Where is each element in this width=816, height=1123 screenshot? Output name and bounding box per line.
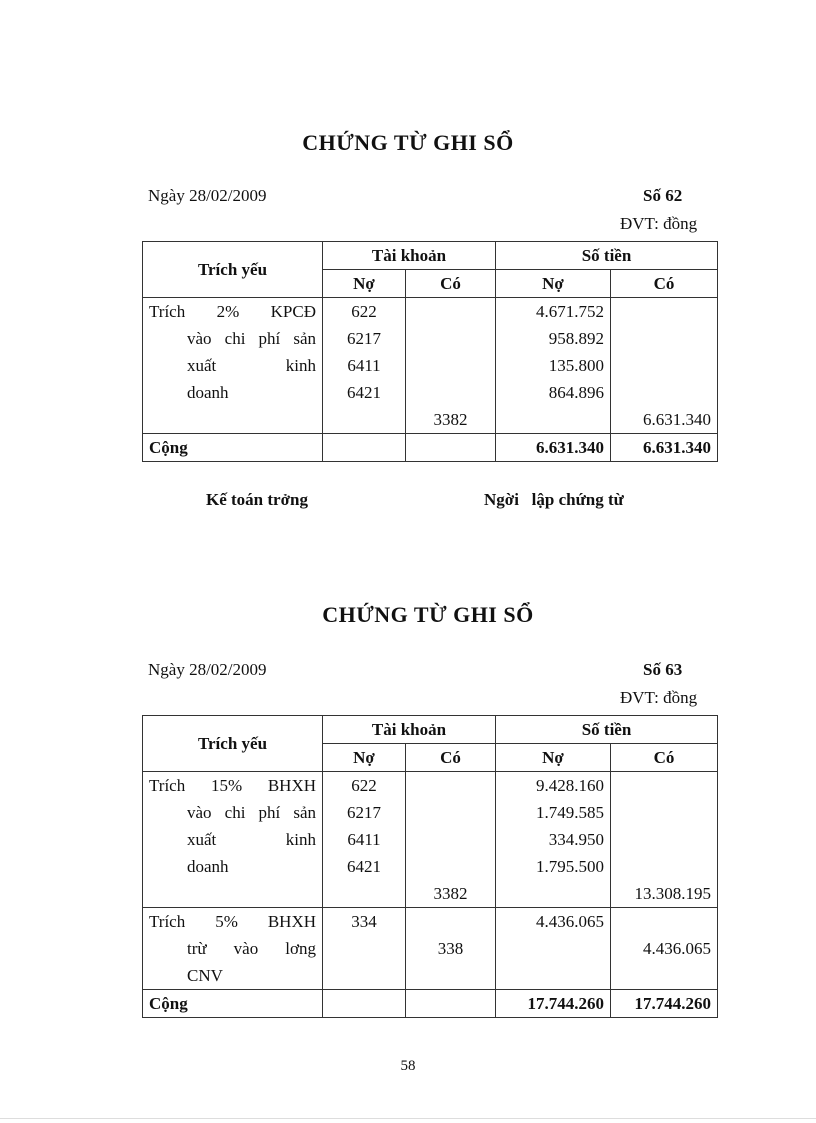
table-row <box>143 298 718 326</box>
row-acc-debit <box>323 880 406 908</box>
row-desc: xuất kinh <box>143 352 323 379</box>
row-acc-credit: 338 <box>406 935 496 962</box>
page-number: 58 <box>400 1058 416 1074</box>
header-amount-debit: Nợ <box>496 744 611 772</box>
row-desc <box>143 880 323 908</box>
row-desc: vào chi phí sản <box>143 325 323 352</box>
row-acc-credit <box>406 853 496 880</box>
table-row <box>143 352 718 379</box>
voucher-2-unit: ĐVT: đồng <box>620 688 698 707</box>
row-amt-credit <box>611 352 718 379</box>
row-amt-debit <box>496 880 611 908</box>
row-acc-credit <box>406 325 496 352</box>
row-amt-credit <box>611 962 718 990</box>
table-row <box>143 853 718 880</box>
total-row <box>143 990 718 1018</box>
row-desc <box>143 406 323 434</box>
row-acc-credit <box>406 826 496 853</box>
total-credit: 6.631.340 <box>611 434 718 462</box>
total-label: Cộng <box>143 434 323 462</box>
row-amt-credit: 13.308.195 <box>611 880 718 908</box>
row-desc: CNV <box>143 962 323 990</box>
header-amount-credit: Có <box>611 270 718 298</box>
row-acc-debit: 6217 <box>323 325 406 352</box>
voucher-2-number: Số 63 <box>643 660 683 679</box>
row-amt-debit: 958.892 <box>496 325 611 352</box>
row-amt-credit <box>611 772 718 800</box>
header-account: Tài khoản <box>323 716 496 744</box>
row-desc: trừ vào lơng <box>143 935 323 962</box>
header-summary: Trích yếu <box>143 242 323 298</box>
row-acc-credit <box>406 962 496 990</box>
footer-divider <box>0 1118 816 1119</box>
row-amt-debit <box>496 962 611 990</box>
total-row <box>143 434 718 462</box>
table-row <box>143 962 718 990</box>
header-summary: Trích yếu <box>143 716 323 772</box>
row-desc: doanh <box>143 379 323 406</box>
voucher-1-table <box>142 241 718 462</box>
row-acc-debit: 6421 <box>323 853 406 880</box>
row-desc: vào chi phí sản <box>143 799 323 826</box>
row-desc: Trích 2% KPCĐ <box>143 298 323 326</box>
row-acc-credit <box>406 799 496 826</box>
table-row <box>143 379 718 406</box>
row-acc-credit <box>406 772 496 800</box>
table-row <box>143 880 718 908</box>
row-amt-debit <box>496 935 611 962</box>
voucher-1-unit: ĐVT: đồng <box>620 214 698 233</box>
row-amt-debit: 864.896 <box>496 379 611 406</box>
row-acc-debit <box>323 406 406 434</box>
table-row <box>143 826 718 853</box>
header-amount-debit: Nợ <box>496 270 611 298</box>
row-amt-debit: 334.950 <box>496 826 611 853</box>
row-acc-credit <box>406 379 496 406</box>
signature-preparer: Ngời lập chứng từ <box>484 490 624 509</box>
header-account: Tài khoản <box>323 242 496 270</box>
row-desc: xuất kinh <box>143 826 323 853</box>
row-acc-debit: 6411 <box>323 352 406 379</box>
header-amount: Số tiền <box>496 716 718 744</box>
table-row <box>143 406 718 434</box>
table-row <box>143 799 718 826</box>
total-credit: 17.744.260 <box>611 990 718 1018</box>
row-amt-credit <box>611 826 718 853</box>
voucher-1-title: CHỨNG TỪ GHI SỔ <box>302 130 514 155</box>
table-row <box>143 325 718 352</box>
row-amt-credit <box>611 908 718 936</box>
total-label: Cộng <box>143 990 323 1018</box>
row-desc: Trích 5% BHXH <box>143 908 323 936</box>
row-amt-debit: 4.671.752 <box>496 298 611 326</box>
row-amt-debit: 9.428.160 <box>496 772 611 800</box>
row-acc-debit: 334 <box>323 908 406 936</box>
header-account-debit: Nợ <box>323 270 406 298</box>
row-acc-debit: 622 <box>323 772 406 800</box>
row-amt-credit <box>611 799 718 826</box>
voucher-1-date: Ngày 28/02/2009 <box>148 186 267 205</box>
header-amount-credit: Có <box>611 744 718 772</box>
row-acc-debit: 6411 <box>323 826 406 853</box>
row-acc-debit: 6421 <box>323 379 406 406</box>
header-amount: Số tiền <box>496 242 718 270</box>
table-row <box>143 772 718 800</box>
row-acc-credit <box>406 352 496 379</box>
row-amt-debit: 4.436.065 <box>496 908 611 936</box>
header-account-credit: Có <box>406 270 496 298</box>
row-desc: doanh <box>143 853 323 880</box>
voucher-2-date: Ngày 28/02/2009 <box>148 660 267 679</box>
row-amt-debit: 1.749.585 <box>496 799 611 826</box>
row-acc-credit: 3382 <box>406 406 496 434</box>
header-account-credit: Có <box>406 744 496 772</box>
voucher-2-table <box>142 715 718 1018</box>
row-acc-credit <box>406 908 496 936</box>
row-acc-debit: 622 <box>323 298 406 326</box>
row-acc-debit <box>323 935 406 962</box>
row-amt-credit <box>611 298 718 326</box>
voucher-2-title: CHỨNG TỪ GHI SỔ <box>322 602 534 627</box>
row-amt-debit: 135.800 <box>496 352 611 379</box>
signature-chief-accountant: Kế toán trởng <box>206 490 308 509</box>
row-acc-credit <box>406 298 496 326</box>
row-desc: Trích 15% BHXH <box>143 772 323 800</box>
header-account-debit: Nợ <box>323 744 406 772</box>
table-row <box>143 935 718 962</box>
row-acc-debit: 6217 <box>323 799 406 826</box>
row-amt-credit <box>611 379 718 406</box>
row-amt-debit: 1.795.500 <box>496 853 611 880</box>
row-amt-credit <box>611 853 718 880</box>
row-amt-debit <box>496 406 611 434</box>
row-amt-credit <box>611 325 718 352</box>
voucher-1-number: Số 62 <box>643 186 683 205</box>
row-acc-credit: 3382 <box>406 880 496 908</box>
total-debit: 17.744.260 <box>496 990 611 1018</box>
table-row <box>143 908 718 936</box>
row-acc-debit <box>323 962 406 990</box>
row-amt-credit: 4.436.065 <box>611 935 718 962</box>
row-amt-credit: 6.631.340 <box>611 406 718 434</box>
total-debit: 6.631.340 <box>496 434 611 462</box>
